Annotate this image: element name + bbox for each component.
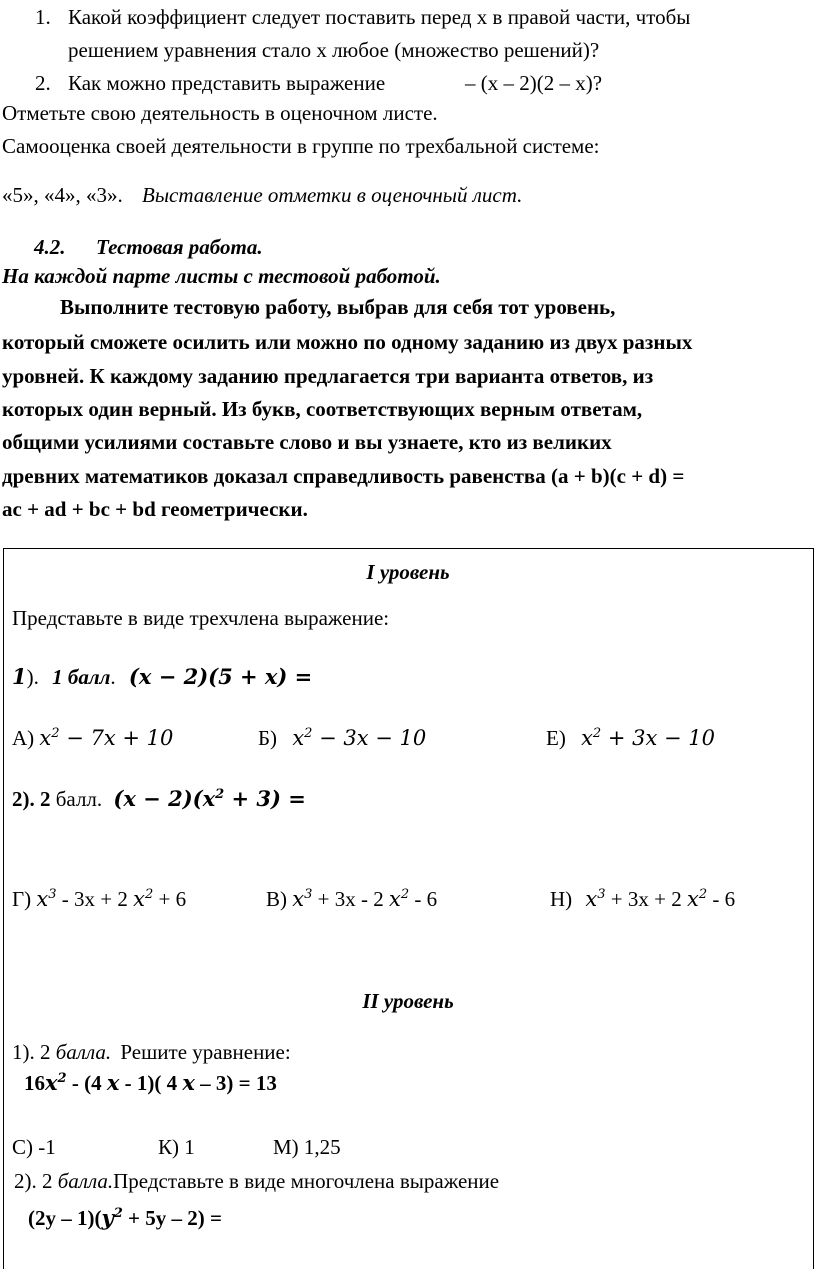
- answer-expr: - 3х + 2: [56, 887, 134, 911]
- instruction-line: общими усилиями составьте слово и вы узнаете, кто из великих: [2, 430, 612, 454]
- answer-exponent: 2: [304, 726, 313, 742]
- level-2-equation: [24, 1071, 277, 1095]
- level-1-heading: I уровень: [366, 560, 450, 584]
- answer-option: [546, 726, 715, 750]
- grades-line: [2, 183, 522, 207]
- task-expression: + 3) =: [224, 786, 306, 811]
- equation-part: 16: [24, 1071, 45, 1095]
- task-label: 1). 2: [12, 1040, 51, 1064]
- answer-expr: - 6: [409, 887, 438, 911]
- task-text: Решите уравнение:: [120, 1040, 291, 1064]
- answer-option: С) -1: [12, 1135, 56, 1159]
- answer-exponent: 3: [48, 887, 57, 903]
- equation-exponent: 2: [57, 1071, 67, 1087]
- answer-exponent: 2: [144, 887, 154, 903]
- answer-letter: А): [12, 726, 35, 750]
- answer-option: К) 1: [158, 1135, 195, 1159]
- answer-letter: Б): [258, 726, 278, 750]
- task-points: 1 балл: [52, 665, 111, 689]
- instruction-line: который сможете осилить или можно по одному заданию из двух разных: [2, 330, 693, 354]
- level-2-task-1: [12, 1040, 291, 1064]
- question-1-number: 1.: [35, 5, 51, 29]
- answer-expr: x: [388, 887, 401, 911]
- answer-expr: x: [36, 887, 49, 911]
- answer-expr: − 7x + 10: [59, 726, 174, 750]
- answer-expr: + 3х - 2: [312, 887, 389, 911]
- equation-part: x: [182, 1070, 195, 1095]
- instruction-line: Выполните тестовую работу, выбрав для себя тот уровень,: [60, 295, 616, 319]
- level-2-task-2: [14, 1169, 499, 1193]
- answer-expr: x: [39, 726, 52, 750]
- expression-part: y: [101, 1205, 114, 1230]
- task-label: 1: [12, 664, 27, 689]
- instruction-line: ac + ad + bc + bd геометрически.: [2, 497, 308, 521]
- level-1-prompt: Представьте в виде трехчлена выражение:: [12, 606, 390, 630]
- answer-option: [266, 887, 437, 911]
- task-expression: (x − 2)(x: [113, 786, 216, 811]
- section-number: 4.2.: [34, 235, 66, 259]
- grades-values: «5», «4», «3».: [2, 183, 123, 207]
- answer-expr: x: [292, 887, 305, 911]
- equation-part: – 3) = 13: [194, 1071, 277, 1095]
- answer-exponent: 2: [592, 726, 602, 742]
- question-1-line-1: Какой коэффициент следует поставить перед х в правой части, чтобы: [68, 5, 691, 29]
- expression-part: + 5у – 2) =: [122, 1206, 222, 1230]
- equation-part: - 1)( 4: [119, 1071, 183, 1095]
- task-points-number: 2: [40, 787, 51, 811]
- answer-letter: Н): [550, 887, 573, 911]
- task-label: 2).: [12, 787, 35, 811]
- section-subtitle: На каждой парте листы с тестовой работой.: [2, 264, 441, 288]
- equation-part: x: [45, 1070, 58, 1095]
- self-assessment-line: Самооценка своей деятельности в группе по трехбальной системе:: [2, 134, 600, 158]
- task-exponent: 2: [215, 787, 225, 803]
- answer-exponent: 2: [698, 887, 708, 903]
- task-label-paren: ).: [26, 665, 39, 689]
- answer-expr: x: [686, 887, 699, 911]
- question-1-line-2: решением уравнения стало х любое (множество решений)?: [68, 38, 600, 62]
- expression-exponent: 2: [113, 1206, 123, 1222]
- answer-expr: x: [292, 726, 305, 750]
- level-2-heading: II уровень: [362, 989, 454, 1013]
- answer-letter: В): [266, 887, 287, 911]
- answer-expr: x: [581, 726, 593, 750]
- answer-letter: Е): [546, 726, 566, 750]
- answer-option: [550, 887, 735, 911]
- task-points-word: балл.: [55, 787, 103, 811]
- instruction-line: которых один верный. Из букв, соответствующих верным ответам,: [2, 397, 643, 421]
- task-expression: (x − 2)(5 + x) =: [128, 664, 313, 689]
- answer-exponent: 2: [400, 887, 410, 903]
- question-2-text: Как можно представить выражение: [68, 71, 386, 95]
- level-2-expression: [28, 1206, 222, 1230]
- task-points: балла.: [57, 1169, 114, 1193]
- answer-exponent: 3: [597, 887, 606, 903]
- answer-exponent: 3: [304, 887, 313, 903]
- answer-expr: x: [133, 887, 145, 911]
- answer-option: М) 1,25: [273, 1135, 341, 1159]
- instruction-line: уровней. К каждому заданию предлагается три варианта ответов, из: [2, 364, 654, 388]
- answer-expr: x: [585, 887, 598, 911]
- answer-expr: + 6: [153, 887, 187, 911]
- answer-exponent: 2: [51, 726, 60, 742]
- mark-sheet-line: Отметьте свою деятельность в оценочном листе.: [2, 101, 438, 125]
- equation-part: - (4: [66, 1071, 107, 1095]
- level-1-task-1: 1). 1 балл. (x − 2)(5 + x) =: [12, 664, 313, 689]
- grades-note: Выставление отметки в оценочный лист.: [142, 183, 523, 207]
- answer-expr: + 3x − 10: [601, 726, 716, 750]
- expression-part: (2у – 1)(: [28, 1206, 102, 1230]
- equation-part: x: [106, 1070, 120, 1095]
- answer-expr: - 6: [707, 887, 736, 911]
- answer-letter: Г): [12, 887, 32, 911]
- section-title: Тестовая работа.: [96, 235, 263, 259]
- question-2-expression: – (х – 2)(2 – х)?: [465, 71, 603, 95]
- task-points: балла.: [55, 1040, 112, 1064]
- instruction-line: древних математиков доказал справедливость равенства (a + b)(c + d) =: [2, 464, 685, 488]
- task-text: Представьте в виде многочлена выражение: [113, 1169, 500, 1193]
- answer-expr: + 3х + 2: [605, 887, 687, 911]
- answer-option: [12, 726, 173, 750]
- answer-option: [12, 887, 186, 911]
- question-2-number: 2.: [35, 71, 51, 95]
- answer-option: [258, 726, 426, 750]
- task-label: 2). 2: [14, 1169, 53, 1193]
- answer-expr: − 3x − 10: [312, 726, 427, 750]
- level-1-task-2: [12, 787, 306, 811]
